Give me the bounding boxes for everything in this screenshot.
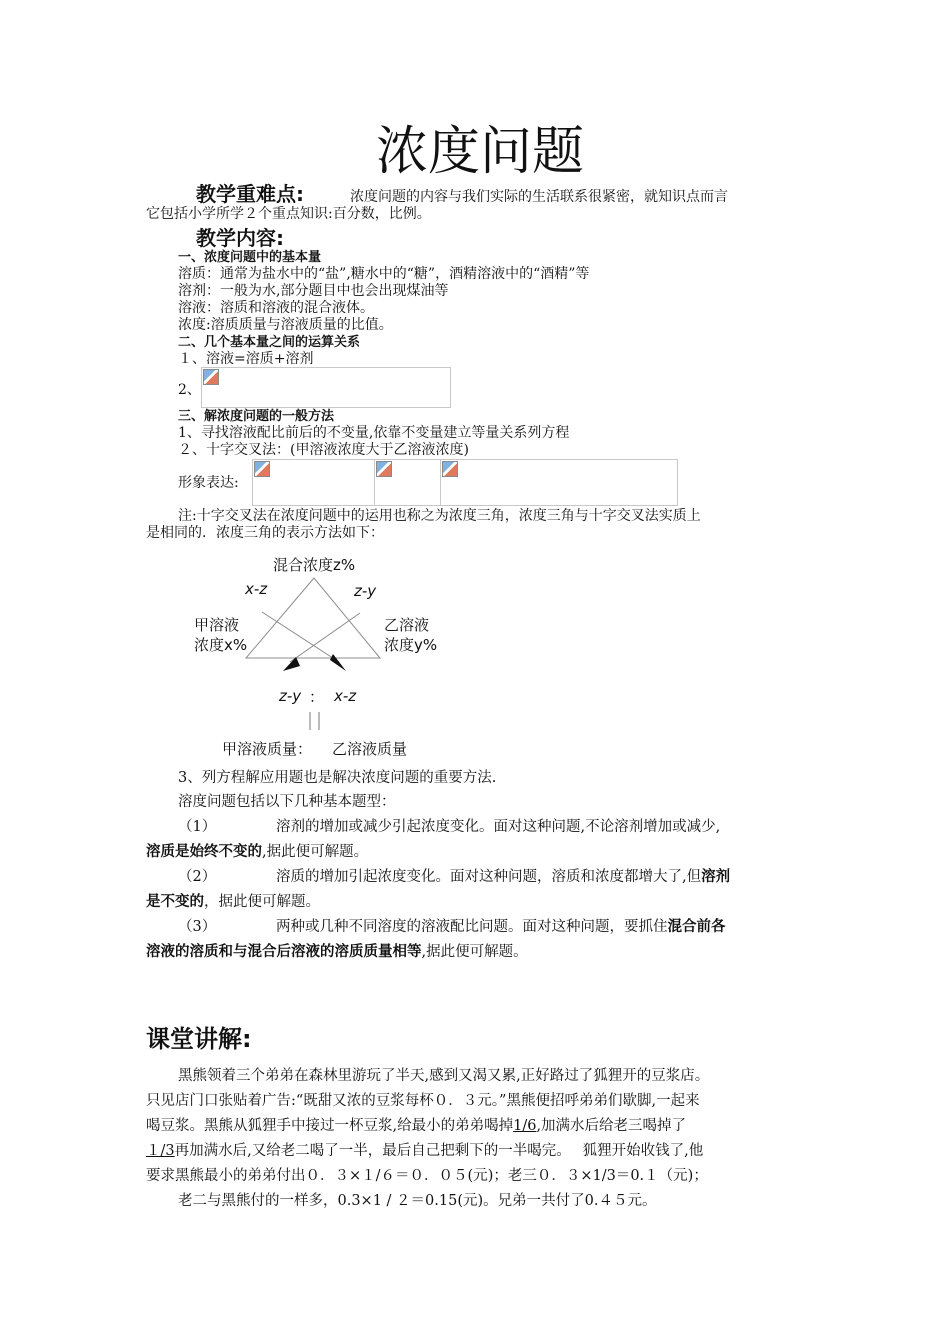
- fraction-one-third: １/3: [146, 1143, 175, 1159]
- diagram-left-edge: x-z: [245, 580, 268, 598]
- type2-text: [276, 865, 730, 890]
- type3-line2: [146, 940, 528, 965]
- section3-item2: ２、十字交叉法：(甲溶液浓度大于乙溶液浓度): [178, 442, 469, 458]
- arrow-head-right: [330, 654, 346, 671]
- broken-image-icon: [376, 461, 392, 477]
- section1-item: 溶液：溶质和溶液的混合液体。: [178, 300, 374, 316]
- type1-line2: [146, 840, 368, 865]
- type2-text-a: 溶质的增加引起浓度变化。面对这种问题，溶质和浓度都增大了,但: [276, 869, 702, 885]
- lecture-line6: 老二与黑熊付的一样多，0.3×1 / ２＝0.15(元)。兄弟一共付了0.４５元。: [178, 1193, 657, 1209]
- lecture-line3-b: ,加满水后给老三喝掉了: [536, 1118, 687, 1134]
- type1-text-a: 溶剂的增加或减少引起浓度变化。面对这种问题,不论溶剂增加或减少,: [276, 819, 721, 835]
- diagram-ratio-right: x-z: [334, 687, 357, 705]
- diagram-right-edge: z-y: [354, 582, 377, 600]
- cross-line-left: [262, 612, 339, 662]
- note-line1: 注:十字交叉法在浓度问题中的运用也称之为浓度三角，浓度三角与十字交叉法实质上: [178, 508, 701, 524]
- diagram-ratio-colon: ：: [309, 688, 325, 706]
- type2-bold-b: 是不变的: [146, 894, 204, 910]
- type2-bold-a: 溶剂: [701, 869, 731, 885]
- broken-image-icon: [203, 369, 219, 385]
- type3-text: [276, 915, 726, 940]
- lecture-line4-a: 再加满水后,又给老二喝了一半，最后自己把剩下的一半喝完。 狐狸开始收钱了,他: [174, 1143, 704, 1159]
- note-line2: 是相同的．浓度三角的表示方法如下：: [146, 525, 384, 541]
- lecture-line1: 黑熊领着三个弟弟在森林里游玩了半天,感到又渴又累,正好路过了狐狸开的豆浆店。: [178, 1068, 710, 1084]
- lecture-line4: [146, 1139, 703, 1164]
- type2-num: （2）: [178, 869, 217, 885]
- formula-image-placeholder: [201, 367, 451, 408]
- diagram-right-name: 乙溶液: [384, 616, 430, 634]
- diagram-mass-left: 甲溶液质量：: [222, 740, 313, 758]
- key-points-line1: 浓度问题的内容与我们实际的生活联系很紧密，就知识点而言: [350, 189, 728, 205]
- diagram-top-label: 混合浓度z%: [273, 556, 356, 574]
- type3-num: （3）: [178, 919, 217, 935]
- section2-item2-prefix: 2、: [178, 382, 201, 398]
- type3-bold-a: 混合前各: [667, 919, 726, 935]
- diagram-left-name: 甲溶液: [194, 616, 240, 634]
- lecture-line3: [146, 1114, 686, 1139]
- type1-text-b: ,据此便可解题。: [262, 844, 369, 860]
- fraction-one-sixth: 1/6: [513, 1118, 537, 1134]
- lecture-heading: 课堂讲解:: [146, 1025, 252, 1053]
- diagram-left-conc: 浓度x%: [194, 636, 248, 654]
- key-points-line2: 它包括小学所学２个重点知识:百分数，比例。: [146, 206, 431, 222]
- arrow-head-left: [283, 657, 300, 671]
- section2-heading: 二、几个基本量之间的运算关系: [178, 335, 361, 350]
- diagram-mass-right: 乙溶液质量: [332, 740, 408, 758]
- diagram-right-conc: 浓度y%: [384, 636, 438, 654]
- cross-image-placeholder-3: [440, 459, 678, 506]
- section1-item: 溶剂：一般为水,部分题目中也会出现煤油等: [178, 283, 449, 299]
- type1-text: [276, 815, 720, 840]
- section1-item: 浓度:溶质质量与溶液质量的比值。: [178, 317, 393, 333]
- section2-item1: １、溶液=溶质+溶剂: [178, 351, 314, 367]
- diagram-ratio-left: z-y: [279, 687, 302, 705]
- section3-item1: 1、寻找溶液配比前后的不变量,依靠不变量建立等量关系列方程: [178, 425, 570, 441]
- section1-heading: 一、浓度问题中的基本量: [178, 250, 322, 265]
- page-title: 浓度问题: [376, 122, 585, 182]
- lecture-line5: 要求黑熊最小的弟弟付出０．３×１/６＝０．０５(元)；老三０．３×1/3＝0.１（元)；: [146, 1168, 708, 1184]
- form-label: 形象表达:: [178, 475, 239, 491]
- section1-item: 溶质：通常为盐水中的“盐”,糖水中的“糖”，酒精溶液中的“酒精”等: [178, 266, 590, 282]
- key-points-heading: 教学重难点:: [196, 182, 304, 206]
- type1-bold: 溶质是始终不变的: [146, 844, 262, 860]
- type2-line2: [146, 890, 320, 915]
- content-heading: 教学内容:: [196, 226, 284, 250]
- cross-line-right: [290, 613, 360, 662]
- lecture-line3-a: 喝豆浆。黑熊从狐狸手中接过一杯豆浆,给最小的弟弟喝掉: [146, 1118, 514, 1134]
- type2-text-b: ，据此便可解题。: [204, 894, 320, 910]
- broken-image-icon: [254, 461, 270, 477]
- type1-num: （1）: [178, 819, 217, 835]
- broken-image-icon: [442, 461, 458, 477]
- section3-heading: 三、解浓度问题的一般方法: [178, 409, 335, 424]
- type3-text-b: ,据此便可解题。: [421, 944, 528, 960]
- types-intro: 溶度问题包括以下几种基本题型：: [178, 794, 396, 810]
- lecture-line2: 只见店门口张贴着广告:“既甜又浓的豆浆每杯０．３元。”黑熊便招呼弟弟们歇脚,一起来: [146, 1093, 700, 1109]
- method3-line: 3、列方程解应用题也是解决浓度问题的重要方法.: [178, 770, 497, 786]
- cross-image-placeholder-2: [374, 459, 441, 506]
- type3-text-a: 两种或几种不同溶度的溶液配比问题。面对这种问题，要抓住: [276, 919, 668, 935]
- cross-image-placeholder-1: [252, 459, 376, 506]
- type3-bold-b: 溶液的溶质和与混合后溶液的溶质质量相等: [146, 944, 422, 960]
